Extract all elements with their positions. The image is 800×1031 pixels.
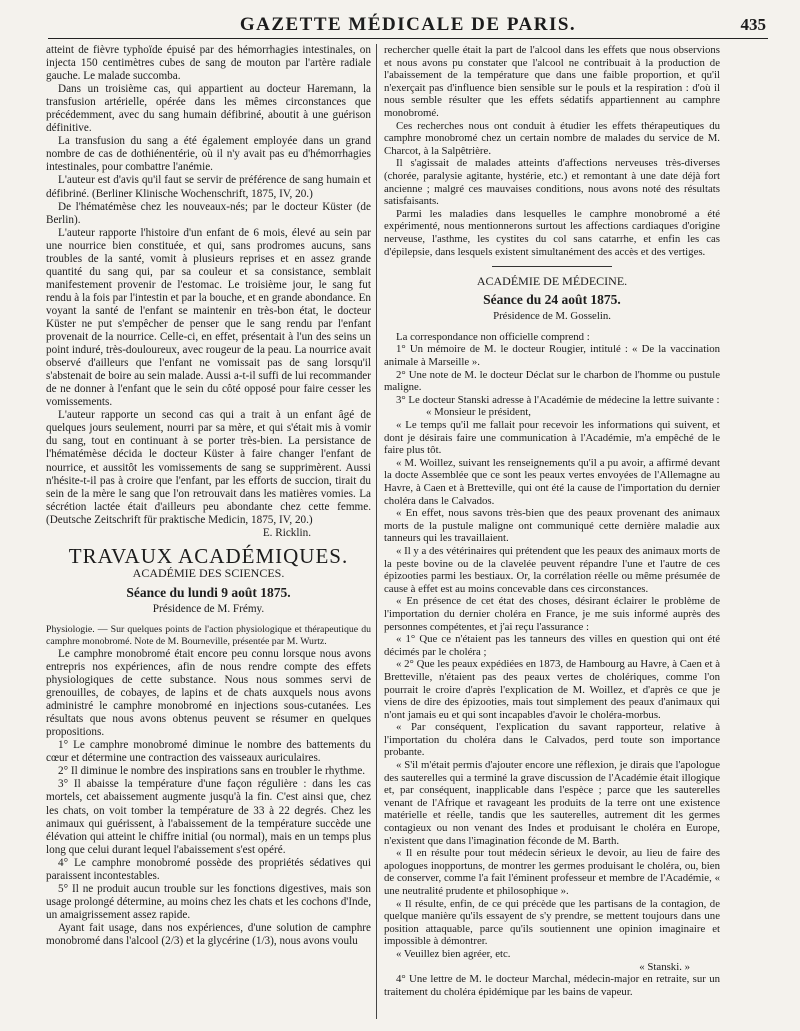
- paragraph: Ces recherches nous ont conduit à étudier les effets thérapeutiques du camphre monobromé chez un certain nombre de malades du service de M. Charcot, à la Salpêtrière.: [384, 119, 720, 157]
- paragraph: Il s'agissait de malades atteints d'affections nerveuses très-diverses (chorée, paralysie agitante, hystérie, etc.) et remontant à une date déjà fort ancienne ; malgré ces mauvaises conditions, nous avons noté des résultats satisfaisants.: [384, 157, 720, 208]
- right-column: [384, 44, 720, 998]
- presidence: Présidence de M. Gosselin.: [493, 310, 611, 323]
- paragraph: atteint de fièvre typhoïde épuisé par des hémorrhagies intestinales, on injecta 150 centimètres cubes de sang de mouton par l'artère radiale gauche. Le malade succomba.: [46, 44, 371, 83]
- paragraph: La correspondance non officielle comprend :: [396, 330, 590, 343]
- letter-paragraph: « 1° Que ce n'étaient pas les tanneurs des villes en question qui ont été décimés par le choléra ;: [384, 633, 720, 658]
- author-signature: E. Ricklin.: [262, 526, 311, 539]
- letter-paragraph: « Il résulte, enfin, de ce qui précède que les partisans de la contagion, de quelque manière qu'ils essayent de s'y prendre, se mettent toujours dans une position attaquable, parce qu'ils soutiennent une opinion imaginaire et impossible à démontrer.: [384, 897, 720, 948]
- letter-salutation: « Monsieur le président,: [426, 406, 531, 419]
- paragraph: Ayant fait usage, dans nos expériences, d'une solution de camphre monobromé dans l'alcool (2/3) et la glycérine (1/3), nous avons voulu: [46, 921, 371, 947]
- letter-paragraph: « En effet, nous savons très-bien que des peaux provenant des animaux morts de la pustule maligne ont communiqué cette dernière maladie aux tanneurs qui les travaillaient.: [384, 507, 720, 545]
- letter-paragraph: « En présence de cet état des choses, désirant éclairer le problème de l'importation du dernier choléra en France, je me suis informé auprès des personnes compétentes, et j'ai reçu l'assurance :: [384, 595, 720, 633]
- letter-paragraph: « Par conséquent, l'explication du savant rapporteur, relative à l'importation du choléra dans le Calvados, perd toute son importance probante.: [384, 721, 720, 759]
- subsection-heading: ACADÉMIE DE MÉDECINE.: [476, 274, 628, 289]
- paragraph: L'auteur rapporte l'histoire d'un enfant de 6 mois, élevé au sein par une nourrice bien constituée, et qui, sans prodromes aucuns, sans troubles de la santé, vomit à plusieurs reprises et en assez grande quantité du sang qui, par sa couleur et sa consistance, semblait manifestement provenir de l'estomac. Le troisième jour, le sang fut rendu à la fois par l'intestin et par la bouche, et en grande abondance. En voyant la santé de l'enfant se maintenir en très-bon état, le docteur Küster ne put s'empêcher de penser que le sang rendu par l'enfant provenait de la nourrice. Celle-ci, en effet, présentait à l'un des seins un point induré, très-douloureux, avec rougeur de la peau. La nourrice avait observé d'ailleurs que l'enfant ne vomissait pas de sang lorsqu'il s'abstenait de boire au sein malade. Aussi a-t-il suffi de lui recommander de ne donner à l'enfant que le sein du côté opposé pour faire cesser les vomissements.: [46, 226, 371, 409]
- left-column: [46, 44, 371, 948]
- note-title: Physiologie. — Sur quelques points de l'action physiologique et thérapeutique du camphre monobromé. Note de M. Bourneville, présentée par M. Wurtz.: [46, 623, 371, 647]
- paragraph: 3° Le docteur Stanski adresse à l'Académie de médecine la lettre suivante :: [396, 393, 720, 406]
- letter-paragraph: « Il en résulte pour tout médecin sérieux le devoir, au lieu de faire des apologues inopportuns, de montrer les germes produisant le choléra, ou, bien de conserver, comme l'a fait l'éminent professeur et membre de l'Académie, « une neutralité prudente et philosophique ».: [384, 847, 720, 897]
- column-divider: [376, 44, 377, 1019]
- paragraph: 1° Un mémoire de M. le docteur Rougier, intitulé : « De la vaccination animale à Marseille ».: [384, 343, 720, 369]
- journal-title: GAZETTE MÉDICALE DE PARIS.: [239, 14, 577, 35]
- section-rule: [492, 266, 612, 267]
- letter-closing: « Veuillez bien agréer, etc.: [396, 947, 511, 960]
- paragraph: 3° Il abaisse la température d'une façon régulière : dans les cas mortels, cet abaissement augmente jusqu'à la fin. C'est ainsi que, chez les chats, on voit tomber la température de 33 à 22 degrés. Chez les animaux qui guérissent, à l'abaissement de la température succède une élévation qui atteint le chiffre initial (ou normal), mais en un temps plus long que celui durant lequel l'abaissement s'est opéré.: [46, 778, 371, 856]
- letter-paragraph: « 2° Que les peaux expédiées en 1873, de Hambourg au Havre, à Caen et à Bretteville, n'étaient pas des peaux vertes de cholériques, comme l'on pourrait le croire d'après l'explication de M. Woillez, et d'après ce que je viens de dire des épizooties, mais tout simplement des peaux d'animaux qui n'ont jamais eu et qui sont incapables d'avoir le choléra-morbus.: [384, 658, 720, 721]
- article-title: De l'hématémèse chez les nouveaux-nés; par le docteur Küster (de Berlin).: [46, 200, 371, 226]
- letter-paragraph: « M. Woillez, suivant les renseignements qu'il a pu avoir, a affirmé devant la docte Assemblée que ce sont les peaux vertes envoyées de l'Allemagne au Havre, à Caen et à Bretteville, qui ont été la cause de l'importation du dernier choléra dans le Calvados.: [384, 456, 720, 507]
- paragraph: 5° Il ne produit aucun trouble sur les fonctions digestives, mais son usage prolongé détermine, au moins chez les chats et les cochons d'Inde, un amaigrissement assez rapide.: [46, 882, 371, 921]
- paragraph: Le camphre monobromé était encore peu connu lorsque nous avons entrepris nos expériences, afin de nous rendre compte des effets physiologiques de cette substance. Nous nous sommes servi de grenouilles, de cobayes, de lapins et de chats auxquels nous avons administré le camphre monobromé en injections sous-cutanées. Les résultats que nous avons obtenus peuvent se résumer en quelques propositions.: [46, 647, 371, 739]
- paragraph: La transfusion du sang a été également employée dans un grand nombre de cas de dothiénentérie, où il n'y avait pas eu d'hémorrhagies intestinales, pour combattre l'anémie.: [46, 135, 371, 174]
- section-heading: TRAVAUX ACADÉMIQUES.: [68, 543, 349, 568]
- letter-paragraph: « Il y a des vétérinaires qui prétendent que les peaux des animaux morts de la peste bovine ou de la clavelée peuvent répandre l'une et l'autre de ces épizooties parmi les bestiaux. Or, la corrélation réelle ou même présumée de cause à effet est au moins concevable dans ces circonstances.: [384, 544, 720, 595]
- paragraph: rechercher quelle était la part de l'alcool dans les effets que nous observions et nous avons pu constater que l'alcool ne contribuait à la production de l'abaissement de la température que dans une faible proportion, et qu'il n'exerçait pas d'influence bien sensible sur le pouls et la respiration : d'où il nous semble résulter que les effets sédatifs appartiennent au camphre monobromé.: [384, 44, 720, 119]
- paragraph: 2° Il diminue le nombre des inspirations sans en troubler le rhythme.: [58, 765, 366, 778]
- paragraph: Parmi les maladies dans lesquelles le camphre monobromé a été expérimenté, nous mentionnerons surtout les affections cardiaques d'origine nerveuse, l'asthme, les cystites du col sans catarrhe, et enfin les cas d'épilepsie, dans lesquels existent simultanément des accès et des vertiges.: [384, 207, 720, 258]
- paragraph: 4° Une lettre de M. le docteur Marchal, médecin-major en retraite, sur un traitement du choléra épidémique par les bains de vapeur.: [384, 973, 720, 998]
- presidence: Présidence de M. Frémy.: [152, 602, 265, 615]
- seance-title: Séance du lundi 9 août 1875.: [126, 584, 291, 600]
- paragraph: 4° Le camphre monobromé possède des propriétés sédatives qui paraissent incontestables.: [46, 856, 371, 882]
- paragraph: L'auteur est d'avis qu'il faut se servir de préférence de sang humain et défibriné. (Berliner Klinische Wochenschrift, 1875, IV, 20.): [46, 174, 371, 200]
- paragraph: Dans un troisième cas, qui appartient au docteur Haremann, la transfusion artérielle, opérée dans les mêmes circonstances que précédemment, avec du sang humain défibriné, aboutit à une guérison définitive.: [46, 83, 371, 135]
- letter-signature: « Stanski. »: [639, 960, 690, 973]
- paragraph: 1° Le camphre monobromé diminue le nombre des battements du cœur et détermine une contraction des vaisseaux auriculaires.: [46, 739, 371, 765]
- letter-paragraph: « S'il m'était permis d'ajouter encore une réflexion, je dirais que l'apologue des sauterelles qui a terminé la grave discussion de l'Académie était illogique et, par conséquent, inapplicable dans l'espèce ; parce que les sauterelles venant de l'Afrique et ravageant les produits de la terre ont une existence matérielle et réelle, tandis que les sauterelles, autrement dit les germes contagieux ou non venant des Indes et produisant le choléra en Europe, n'existent que dans l'imagination féconde de M. Barth.: [384, 759, 720, 847]
- paragraph: L'auteur rapporte un second cas qui a trait à un enfant âgé de quelques jours seulement, nourri par sa mère, et qui s'était mis à vomir du sang, tout en continuant à se porter très-bien. La persistance de l'hématémèse décida le docteur Küster à faire changer l'enfant de nourrice, et aussitôt les vomissements de sang se supprimèrent. Aussi n'hésite-t-il pas à croire que l'enfant, par les efforts de succion, tirait du sein de la mère le sang que l'on retrouvait dans les matières vomies. La sécrétion lactée était d'ailleurs peu abondante chez cette femme. (Deutsche Zeitschrift für praktische Medicin, 1875, IV, 20.): [46, 409, 371, 526]
- seance-title: Séance du 24 août 1875.: [483, 291, 621, 307]
- page-header: [48, 10, 768, 39]
- page-number: 435: [740, 15, 766, 34]
- subsection-heading: ACADÉMIE DES SCIENCES.: [132, 565, 285, 580]
- paragraph: 2° Une note de M. le docteur Déclat sur le charbon de l'homme ou pustule maligne.: [384, 368, 720, 394]
- letter-paragraph: « Le temps qu'il me fallait pour recevoir les informations qui suivent, et dont je désirais faire une communication à l'Académie, m'a empêché de le faire plus tôt.: [384, 419, 720, 457]
